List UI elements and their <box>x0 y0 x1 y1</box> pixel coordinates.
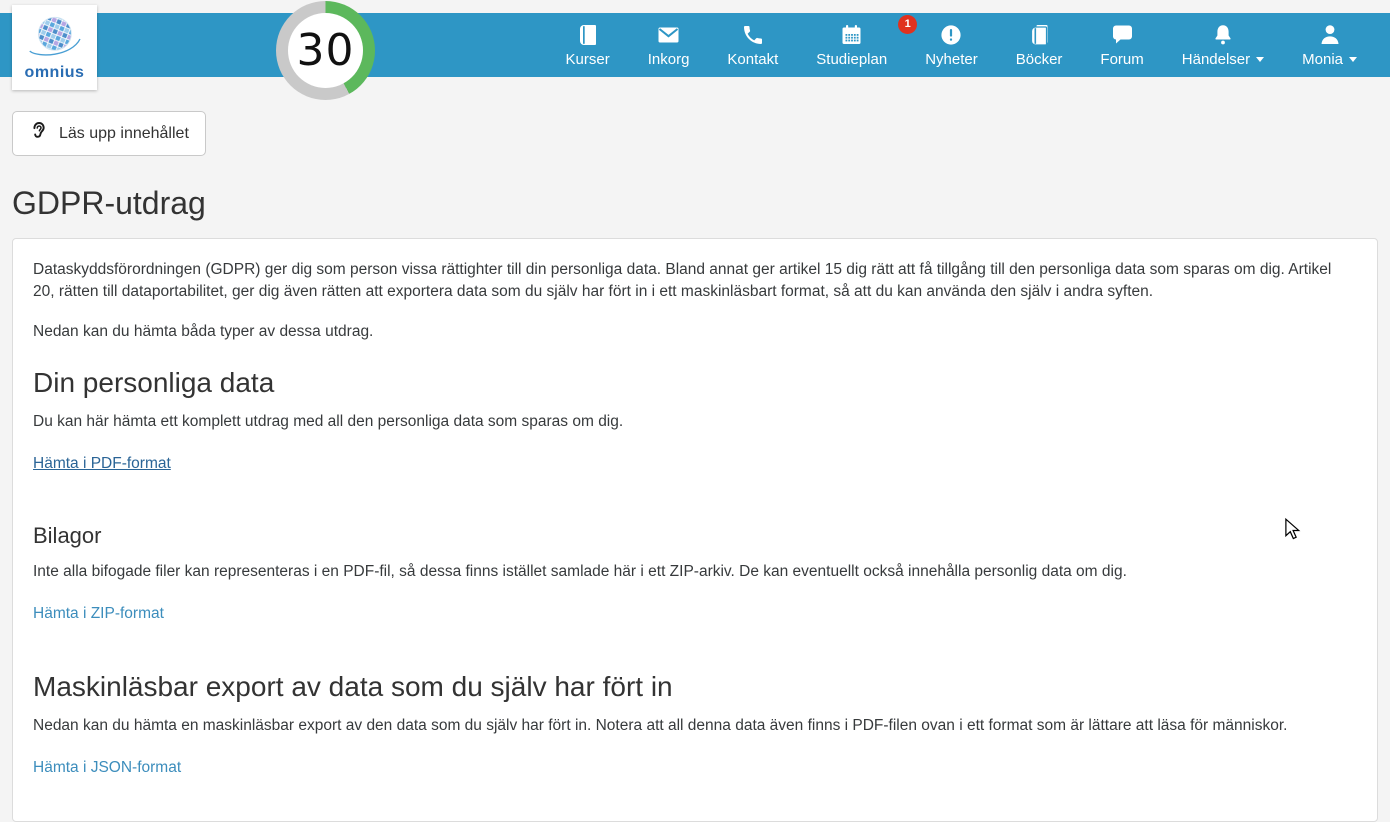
nav-label: Händelser <box>1181 50 1251 68</box>
notification-badge: 1 <box>898 15 917 34</box>
section-heading-machine-readable: Maskinläsbar export av data som du själv har fört in <box>33 670 673 702</box>
nav-label: Nyheter <box>925 50 978 68</box>
phone-icon <box>741 23 765 47</box>
nav-item-studieplan[interactable] <box>797 18 911 68</box>
caret-down-icon <box>1256 57 1264 62</box>
timer-value: 30 <box>296 25 355 76</box>
intro-paragraph-1: Dataskyddsförordningen (GDPR) ger dig som person vissa rättighter till din personliga data. Bland annat ger artikel 15 dig rätt att få tillgång till den personliga data som sparas om dig. Artikel 20, rätten till dataportabilitet, ger dig även rätten att exportera data som du själv har fört in i ett maskinläsbart format, så att du kan använda den själv i andra syften. <box>33 261 1332 301</box>
nav-item-handelser[interactable] <box>1163 23 1283 68</box>
intro-paragraph-2: Nedan kan du hämta båda typer av dessa utdrag. <box>33 323 374 341</box>
ear-icon <box>29 120 49 147</box>
page-title: GDPR-utdrag <box>12 185 206 221</box>
brand-logo[interactable] <box>12 5 97 90</box>
nav-label: Böcker <box>1015 50 1063 68</box>
envelope-icon <box>656 23 681 47</box>
nav-item-bocker[interactable] <box>997 23 1082 68</box>
nav-label: Monia <box>1302 50 1343 68</box>
download-pdf-link[interactable]: Hämta i PDF-format <box>33 455 171 473</box>
books-icon <box>1027 23 1052 47</box>
speech-bubble-icon <box>1110 23 1135 47</box>
user-icon <box>1318 23 1342 47</box>
section-heading-attachments: Bilagor <box>33 523 102 549</box>
bell-icon <box>1211 23 1235 47</box>
attachments-description: Inte alla bifogade filer kan representeras i en PDF-fil, så dessa finns istället samlade här i ett ZIP-arkiv. De kan eventuellt också innehålla personlig data om dig. <box>33 562 1127 580</box>
nav-item-nyheter[interactable] <box>906 23 997 68</box>
section-heading-personal-data: Din personliga data <box>33 367 275 399</box>
header <box>0 0 1390 99</box>
machine-readable-description: Nedan kan du hämta en maskinläsbar export av den data som du själv har fört in. Notera att all denna data även finns i PDF-filen ovan i ett format som är lättare att läsa för människor. <box>33 716 1288 734</box>
calendar-icon <box>839 23 864 47</box>
nav-label: Studieplan <box>816 50 888 68</box>
exclamation-circle-icon <box>939 23 963 47</box>
nav-item-inkorg[interactable] <box>629 23 709 68</box>
book-icon <box>576 23 600 47</box>
download-json-link[interactable]: Hämta i JSON-format <box>33 758 182 776</box>
session-timer <box>276 1 375 100</box>
main-navigation <box>547 13 1376 77</box>
download-zip-link[interactable]: Hämta i ZIP-format <box>33 604 164 622</box>
nav-item-kurser[interactable] <box>547 23 629 68</box>
nav-label: Kurser <box>565 50 610 68</box>
personal-data-description: Du kan här hämta ett komplett utdrag med all den personliga data som sparas om dig. <box>33 413 624 431</box>
read-aloud-button[interactable] <box>12 111 206 156</box>
caret-down-icon <box>1349 57 1357 62</box>
nav-label: Inkorg <box>647 50 690 68</box>
nav-label: Forum <box>1100 50 1144 68</box>
read-aloud-label: Läs upp innehållet <box>59 124 189 142</box>
nav-item-forum[interactable] <box>1081 23 1162 68</box>
globe-logo-icon <box>26 13 82 70</box>
nav-label: Kontakt <box>727 50 779 68</box>
nav-item-kontakt[interactable] <box>708 23 797 68</box>
gdpr-content-card <box>12 238 1378 822</box>
brand-logo-text: omnius <box>24 64 85 81</box>
nav-item-user-menu[interactable] <box>1283 23 1376 68</box>
